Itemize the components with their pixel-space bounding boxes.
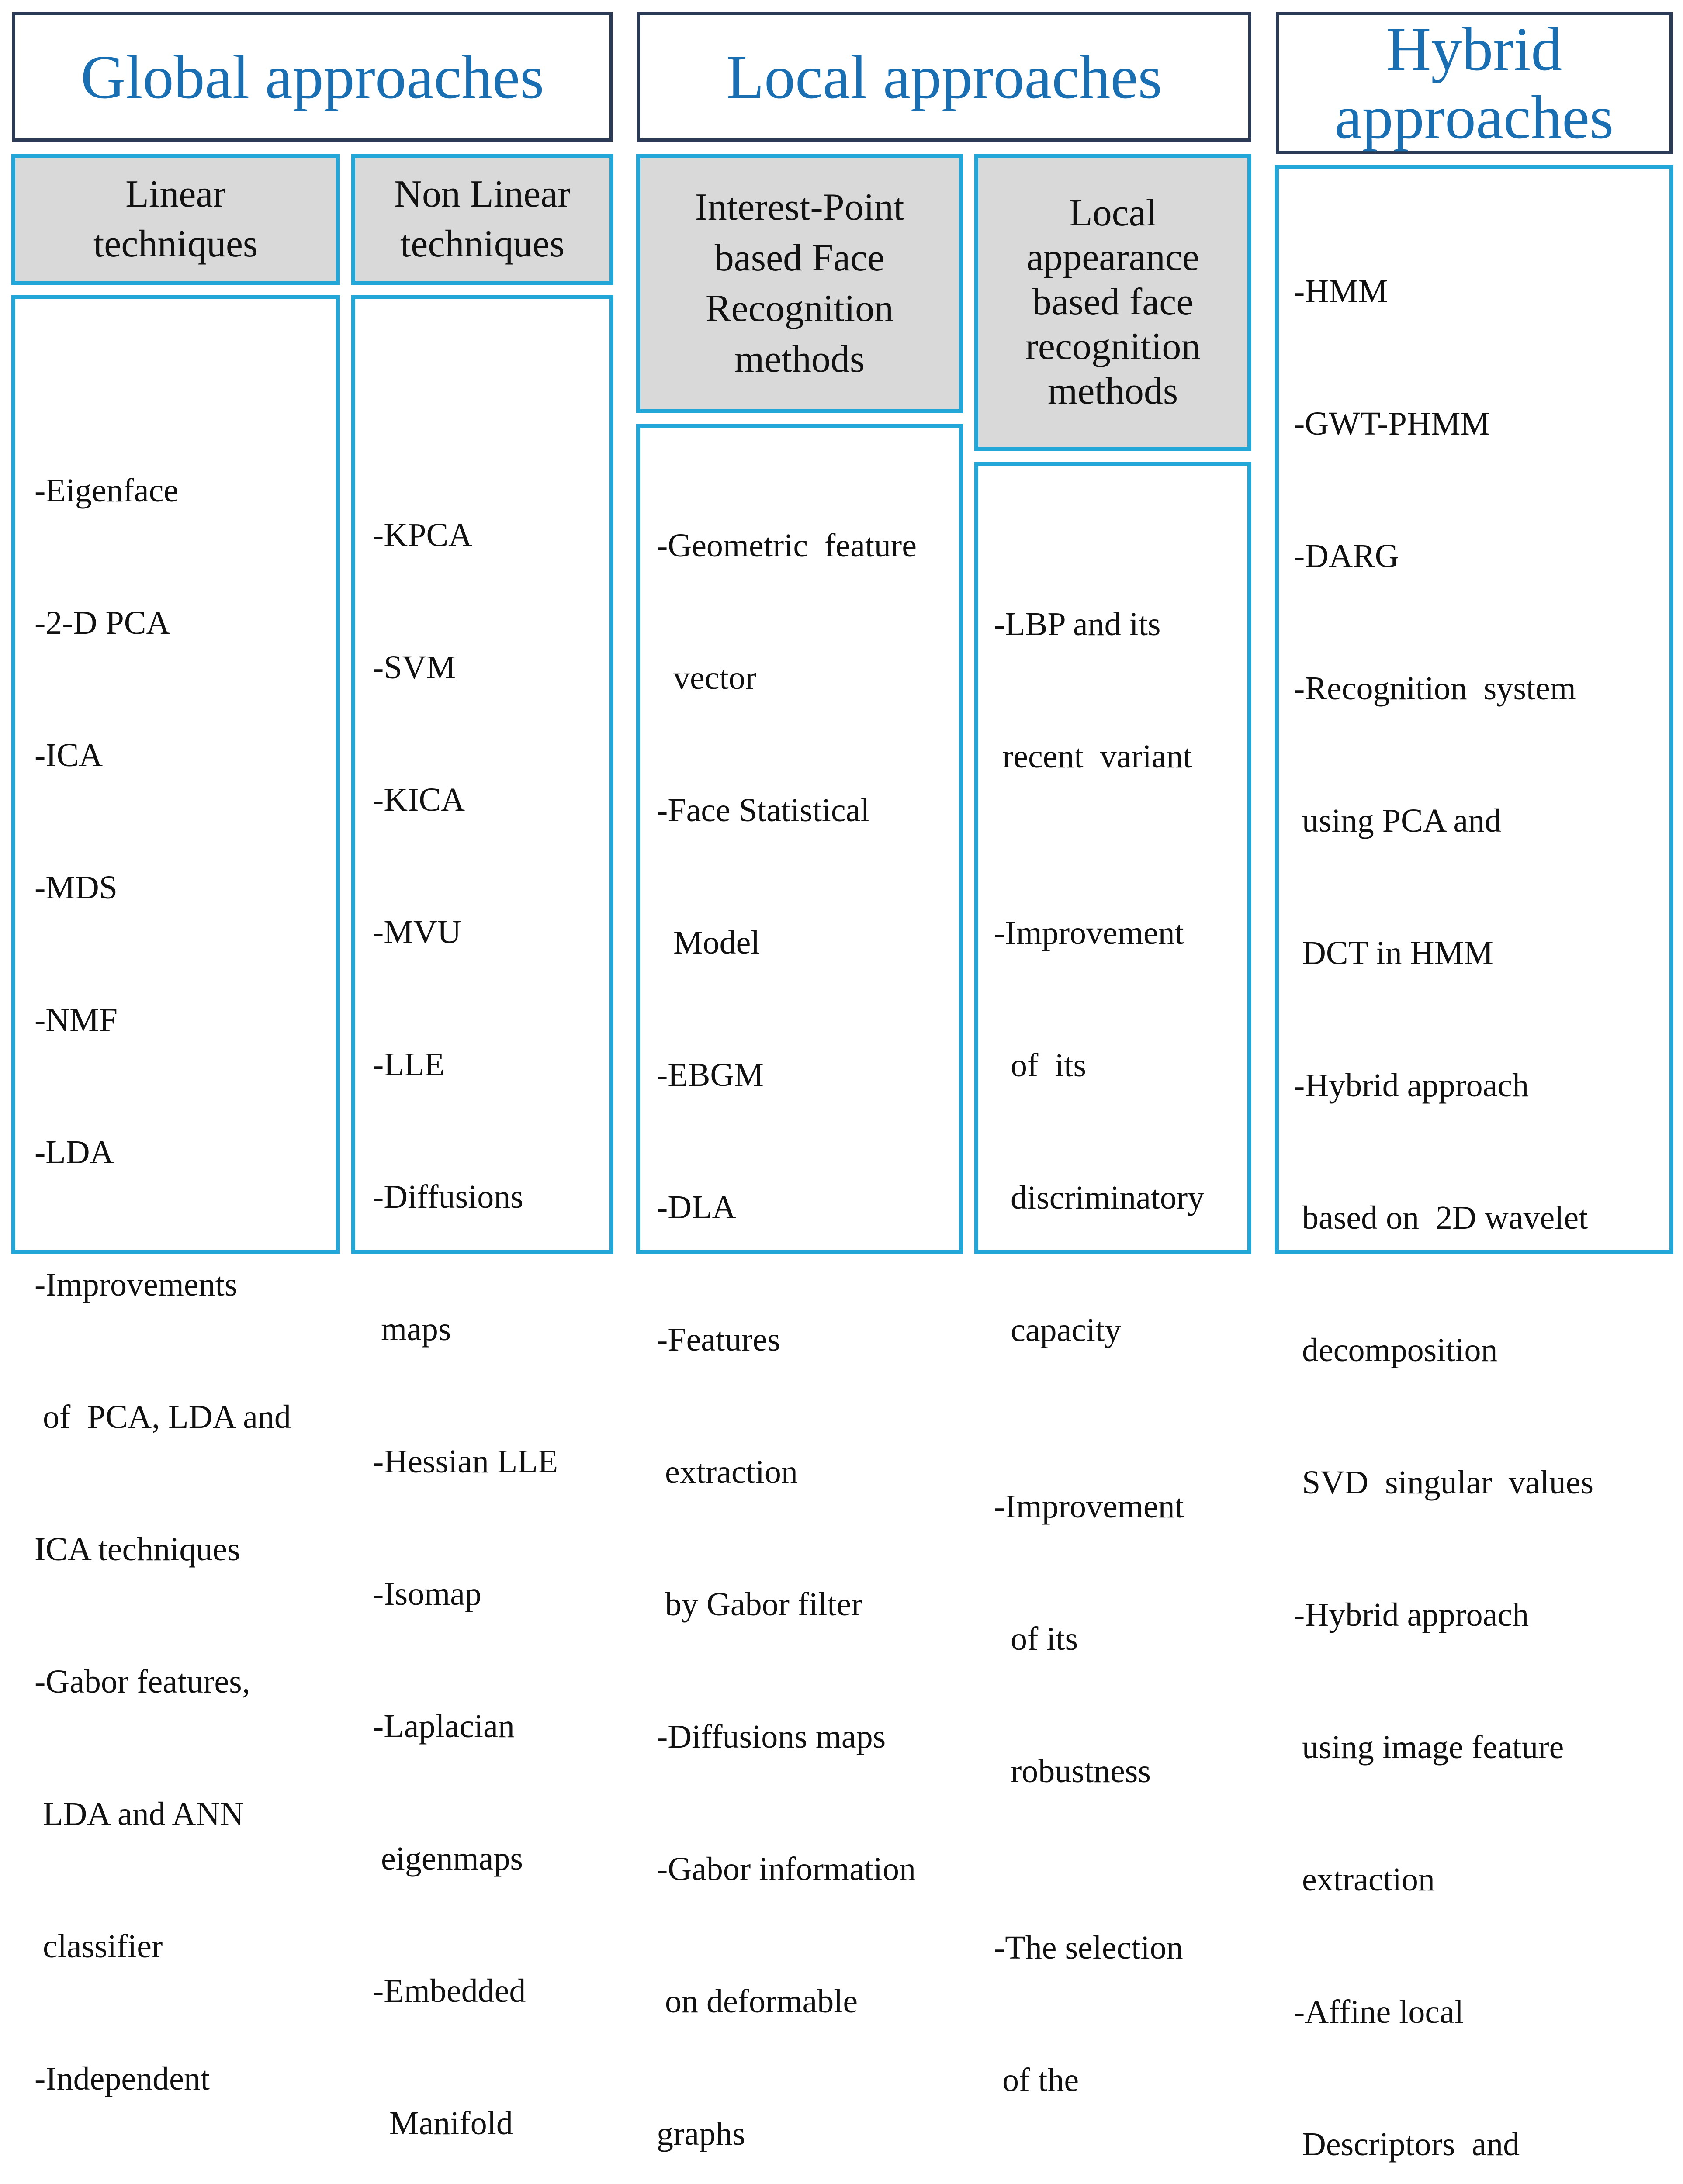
list-item: -Affine local [1294,1994,1464,2030]
local-appearance-header-line-5: methods [1047,370,1178,412]
list-item: extraction [1294,1861,1435,1898]
list-item: -SVM [373,649,456,686]
list-item: -DLA [657,1189,736,1226]
interest-point-header-line-4: methods [734,338,865,380]
list-item: -LLE [373,1046,445,1083]
local-appearance-header-line-3: based face [1032,281,1194,323]
list-item: -NMF [35,1002,118,1038]
hybrid-title-line-1: Hybrid [1386,14,1562,83]
interest-point-header [636,154,963,413]
list-item: based on 2D wavelet [1294,1199,1588,1236]
list-item: -Geometric feature [657,527,917,564]
nonlinear-techniques-list [373,425,604,2184]
list-item: -Independent [35,2060,210,2097]
list-item: -MVU [373,914,461,950]
list-item: -ICA [35,737,103,774]
list-item: Model [657,924,760,961]
list-item: -Hybrid approach [1294,1597,1529,1633]
list-item: -Improvements [35,1266,238,1303]
list-item: -Gabor information [657,1851,916,1887]
local-approaches-title: Local approaches [726,42,1162,111]
list-item: decomposition [1294,1332,1498,1368]
global-approaches-title-box [12,12,613,142]
list-item: graphs [657,2115,745,2152]
list-item: -GWT-PHMM [1294,405,1490,442]
nonlinear-header-line-1: Non Linear [394,173,571,216]
list-item: vector [657,660,756,696]
list-item: of its [994,1621,1078,1657]
list-item: Descriptors and [1294,2126,1520,2163]
hybrid-approaches-list-box [1275,165,1673,2163]
list-item: -Laplacian [373,1708,515,1745]
list-item: -Isomap [373,1576,482,1612]
list-item: LDA and ANN [35,1796,244,1832]
local-appearance-methods-list [994,514,1242,2184]
interest-point-header-line-3: Recognition [705,287,894,330]
list-item: recent variant [994,738,1192,775]
list-item: -EBGM [657,1057,764,1093]
list-item: -LDA [35,1134,114,1171]
list-item: -Hessian LLE [373,1443,558,1480]
nonlinear-techniques-label [394,169,570,269]
list-item: -Diffusions [373,1178,523,1215]
list-item: discriminatory [994,1179,1205,1216]
nonlinear-techniques-list-box [351,295,613,2142]
list-item: -Diffusions maps [657,1718,886,1755]
list-item: -Recognition system [1294,670,1576,707]
list-item: -KPCA [373,517,473,553]
list-item: capacity [994,1312,1122,1348]
list-item: maps [373,1311,451,1348]
list-item: eigenmaps [373,1840,523,1877]
list-item: -Improvement [994,915,1184,951]
linear-header-line-1: Linear [125,173,226,216]
linear-header-line-2: techniques [93,223,258,265]
list-item: -2-D PCA [35,605,170,641]
local-approaches-title-box [637,12,1251,142]
interest-point-header-line-2: based Face [714,237,885,279]
list-item: ICA techniques [35,1531,240,1568]
list-item: -DARG [1294,538,1399,574]
local-appearance-label [1025,191,1201,414]
list-item: of its [994,1047,1087,1084]
list-item: using image feature [1294,1729,1564,1766]
list-item: -Improvement [994,1488,1184,1525]
list-item: classifier [35,1928,163,1965]
linear-techniques-list-box [11,295,340,2097]
list-item: -Gabor features, [35,1663,250,1700]
linear-techniques-list [35,380,331,2184]
list-item: -Eigenface [35,472,179,509]
local-appearance-header [974,154,1251,451]
local-appearance-header-line-1: Local [1069,192,1157,234]
list-item: -MDS [35,869,118,906]
hybrid-approaches-title-box [1276,12,1673,154]
list-item: on deformable [657,1983,858,2020]
local-appearance-header-line-2: appearance [1026,236,1199,279]
list-item: -Embedded [373,1973,526,2009]
hybrid-title-line-2: approaches [1334,83,1614,152]
interest-point-label [695,182,904,385]
local-appearance-header-line-4: recognition [1025,325,1201,368]
interest-point-methods-list [657,435,954,2184]
nonlinear-techniques-header [351,154,613,285]
hybrid-approaches-title [1335,15,1614,151]
global-approaches-title: Global approaches [80,42,544,111]
list-item: -Features [657,1321,780,1358]
list-item: -Hybrid approach [1294,1067,1529,1104]
list-item: -HMM [1294,273,1388,310]
linear-techniques-header [11,154,340,285]
list-item: of PCA, LDA and [35,1399,291,1435]
list-item: of the [994,2062,1079,2098]
nonlinear-header-line-2: techniques [400,223,565,265]
linear-techniques-label [94,169,258,269]
list-item: DCT in HMM [1294,935,1493,971]
list-item: robustness [994,1753,1151,1790]
interest-point-methods-list-box [636,424,963,2152]
interest-point-header-line-1: Interest-Point [695,186,904,228]
list-item: -KICA [373,781,465,818]
list-item: -Face Statistical [657,792,870,829]
list-item: -LBP and its [994,606,1161,643]
list-item: extraction [657,1454,798,1490]
local-appearance-methods-list-box [974,462,1251,2098]
list-item: SVD singular values [1294,1464,1594,1501]
list-item: Manifold [373,2105,513,2142]
list-item: using PCA and [1294,802,1502,839]
hybrid-approaches-list [1294,181,1664,2184]
list-item: by Gabor filter [657,1586,862,1623]
list-item: -The selection [994,1929,1183,1966]
